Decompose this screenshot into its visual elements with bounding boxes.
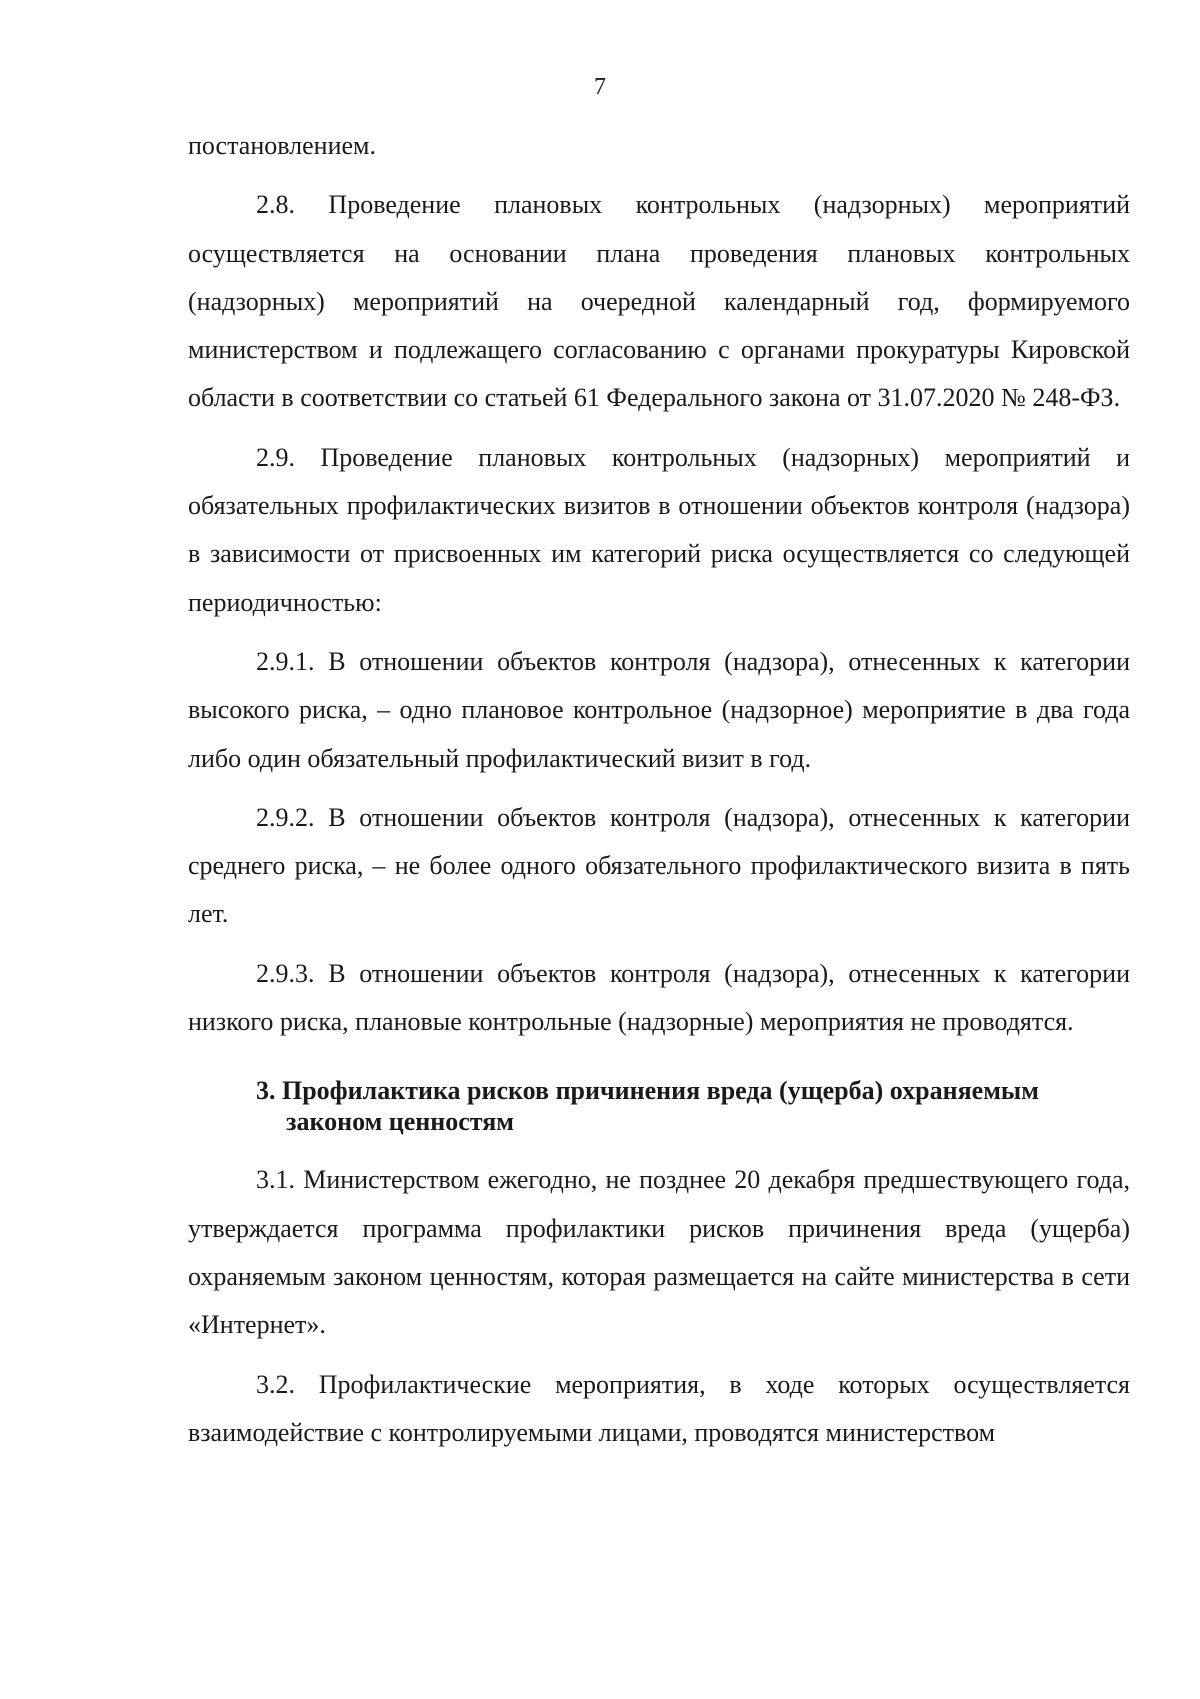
paragraph-2-9-2: 2.9.2. В отношении объектов контроля (надзора), отнесенных к категории среднего риска, – не более одного обязательного профилактического визита в пять лет. — [188, 802, 1130, 929]
paragraph-2-9: 2.9. Проведение плановых контрольных (надзорных) мероприятий и обязательных профилактических визитов в отношении объектов контроля (надзора) в зависимости от присвоенных им категорий риска осуществляется со следующей периодичностью: — [188, 442, 1130, 617]
section-3-heading — [188, 1075, 1130, 1137]
paragraph-continuation: постановлением. — [188, 131, 377, 160]
paragraph-3-2: 3.2. Профилактические мероприятия, в ходе которых осуществляется взаимодействие с контролируемыми лицами, проводятся министерством — [188, 1369, 1130, 1447]
section-3-heading-line1: 3. Профилактика рисков причинения вреда (ущерба) охраняемым — [256, 1076, 1039, 1106]
document-body — [188, 122, 1130, 1457]
paragraph-2-9-1: 2.9.1. В отношении объектов контроля (надзора), отнесенных к категории высокого риска, – одно плановое контрольное (надзорное) мероприятие в два года либо один обязательный профилактический визит в год. — [188, 646, 1130, 773]
section-3-heading-line2: законом ценностям — [286, 1107, 515, 1137]
page-number: 7 — [594, 74, 606, 100]
paragraph-3-1: 3.1. Министерством ежегодно, не позднее 20 декабря предшествующего года, утверждается программа профилактики рисков причинения вреда (ущерба) охраняемым законом ценностям, которая размещается на сайте министерства в сети «Интернет». — [188, 1165, 1130, 1340]
paragraph-2-8: 2.8. Проведение плановых контрольных (надзорных) мероприятий осуществляется на основании плана проведения плановых контрольных (надзорных) мероприятий на очередной календарный год, формируемого министерством и подлежащего согласованию с органами прокуратуры Кировской области в соответствии со статьей 61 Федерального закона от 31.07.2020 № 248-ФЗ. — [188, 190, 1130, 413]
paragraph-2-9-3: 2.9.3. В отношении объектов контроля (надзора), отнесенных к категории низкого риска, плановые контрольные (надзорные) мероприятия не проводятся. — [188, 958, 1130, 1037]
